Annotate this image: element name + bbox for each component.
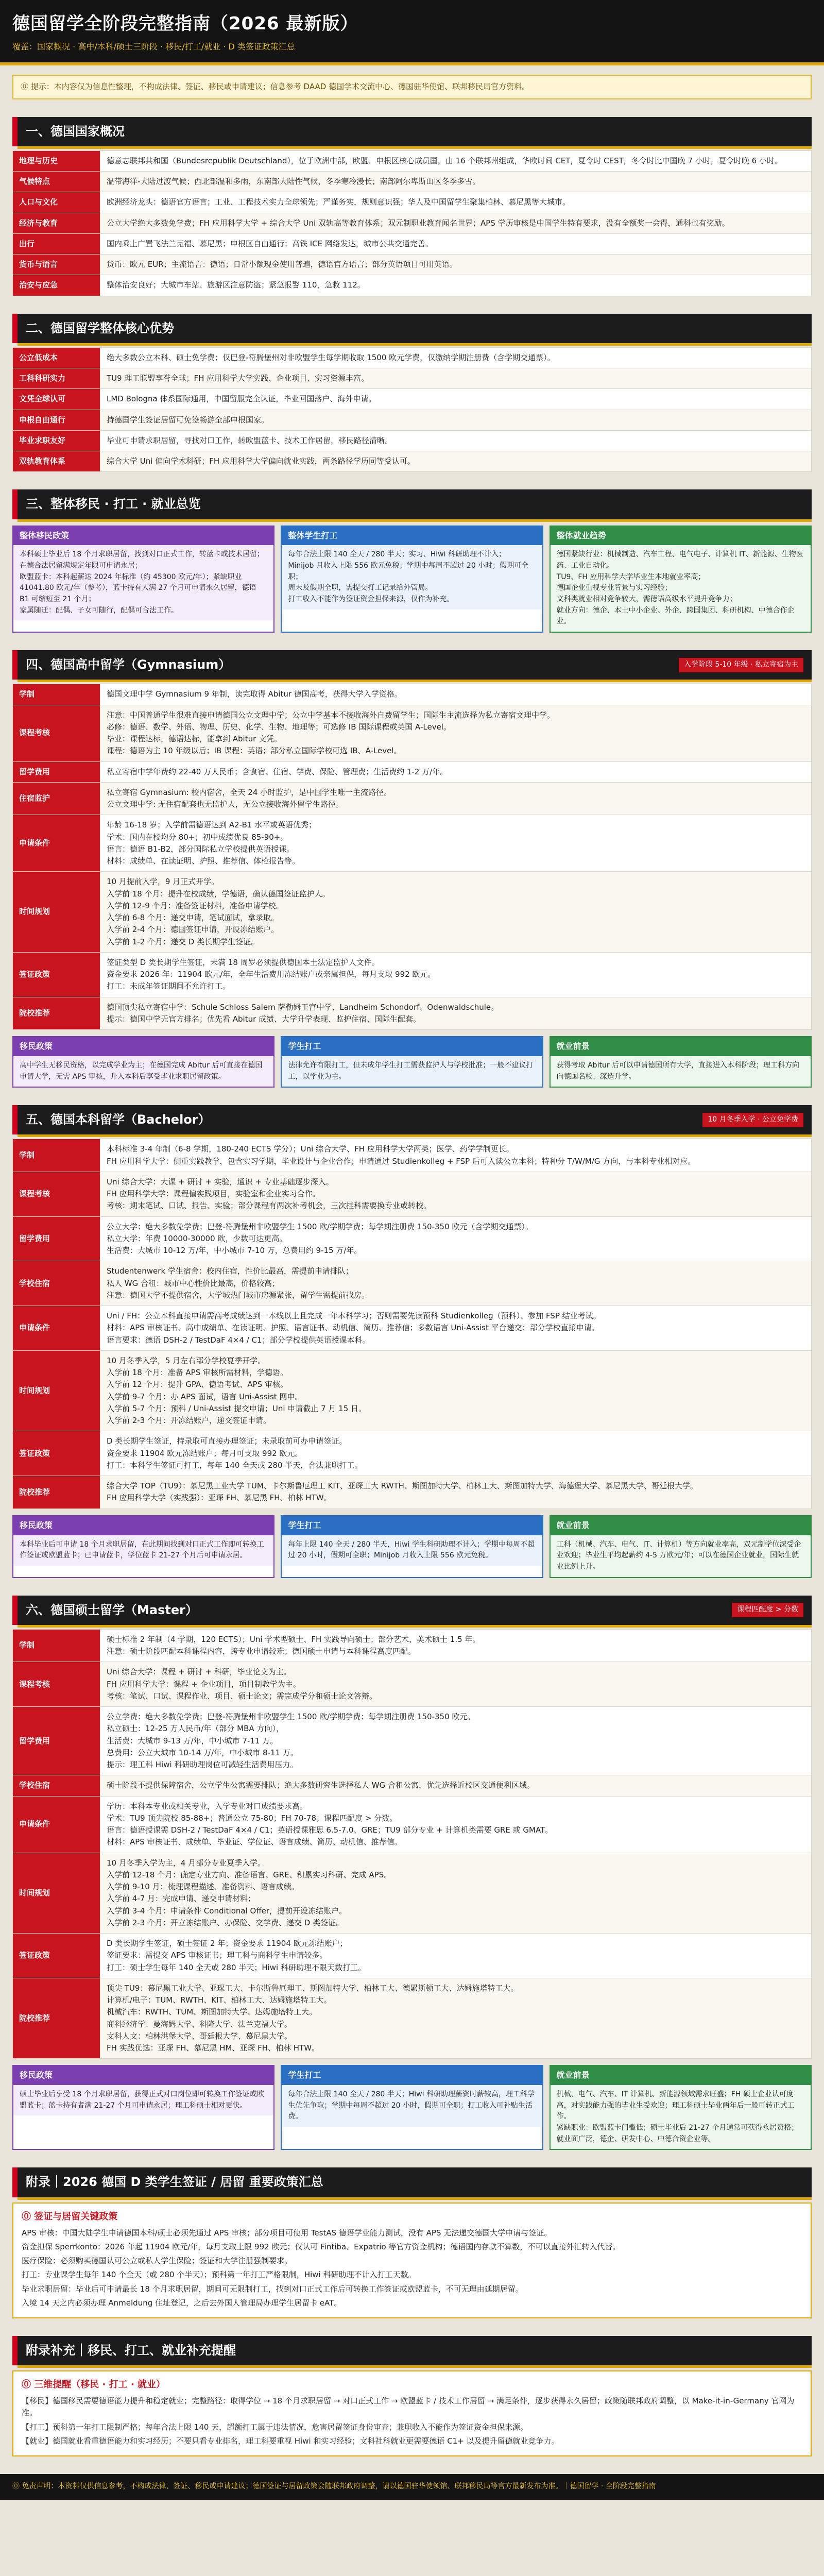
policy-line: APS 审核：中国大陆学生申请德国本科/硕士必须先通过 APS 审核；部分项目可使用 TestAS 德语学业能力测试，没有 APS 无法递交德国大学申请与签证。 <box>22 2228 552 2238</box>
table-row <box>13 815 812 872</box>
row-label: 课程考核 <box>13 705 100 761</box>
employment-card <box>550 2065 812 2150</box>
table-row <box>13 430 812 451</box>
table-row <box>13 347 812 368</box>
table-row <box>13 213 812 233</box>
row-value: Uni 综合大学：课程 + 研讨 + 科研，毕业论文为主。 FH 应用科学大学：课程 + 企业项目，项目制教学为主。 考核：笔试、口试、课程作业、项目、硕士论文；需完成学分和硕士论文答辩。 <box>100 1662 812 1707</box>
table-row <box>13 1172 812 1216</box>
policy-line: 打工：专业课学生每年 140 个全天（或 280 个半天）；预科第一年打工严格限制，Hiwi 科研助理不计入打工天数。 <box>22 2270 416 2280</box>
card-body: 每年合法上限 140 全天 / 280 半天；Hiwi 科研助理薪资时薪较高，理工科学生优先争取；学期中每周不超过 20 小时，假期可全职；打工收入可补贴生活费。 <box>282 2085 542 2127</box>
row-value: 温带海洋-大陆过渡气候；西北部温和多雨，东南部大陆性气候，冬季寒冷漫长；南部阿尔卑斯山区冬季多雪。 <box>100 172 812 192</box>
card-body: 本科毕业后可申请 18 个月求职居留，在此期间找到对口正式工作即可转换工作签证或欧盟蓝卡；已申请蓝卡，学位蓝卡 21-27 个月后可申请永居。 <box>13 1535 273 1566</box>
table-row <box>13 233 812 254</box>
table-row <box>13 255 812 275</box>
row-value: 注意：中国普通学生很难直接申请德国公立文理中学；公立中学基本不接收海外自费留学生；国际生主流选择为私立寄宿文理中学。 必修：德语、数学、外语、物理、历史、化学、生物、地理等；可选修 IB 国际课程或英国 A-Level。 毕业：课程达标，德语达标，能拿到 Abitur 文凭。 课程：德语为主 10 年级以后；IB 课程：英语；部分私立国际学校可选 IB、A-Level。 <box>100 705 812 761</box>
card-body: 法律允许有限打工，但未成年学生打工需获监护人与学校批准；一般不建议打工，以学业为主。 <box>282 1056 542 1087</box>
row-label: 出行 <box>13 233 100 254</box>
row-value: 10 月冬季入学为主，4 月部分专业夏季入学。 入学前 12-18 个月：确定专业方向、准备语言、GRE、积累实习科研、完成 APS。 入学前 9-10 月：梳理课程描述、准备资料、语言成绩。 入学前 4-7 月：完成申请、递交申请材料； 入学前 3-4 个月：申请条件 Conditional Offer，提前开设冻结账户。 入学前 2-3 个月：开立冻结账户、办保险、交学费、递交 D 类签证。 <box>100 1853 812 1934</box>
row-value: 私立寄宿中学年费约 22-40 万人民币；含食宿、住宿、学费、保险、管理费；生活费约 1-2 万/年。 <box>100 761 812 782</box>
row-value: Studentenwerk 学生宿舍：校内住宿，性价比最高，需提前申请排队； 私人 WG 合租：城市中心性价比最高，价格较高； 注意：德国大学不提供宿舍，大学城热门城市房源紧张，留学生需提前找房。 <box>100 1261 812 1306</box>
part-time-card <box>281 2065 543 2150</box>
section-title: 六、德国硕士留学（Master） <box>26 1602 198 1617</box>
table-row <box>13 1216 812 1261</box>
table-row <box>13 172 812 192</box>
row-value: 10 月提前入学，9 月正式开学。 入学前 18 个月：提升在校成绩，学德语，确认德国签证监护人。 入学前 12-9 个月：准备签证材料，准备申请学校。 入学前 6-8 个月：递交申请，笔试面试，拿录取。 入学前 2-4 个月：德国签证申请，开设冻结账户。 入学前 1-2 个月：递交 D 类长期学生签证。 <box>100 872 812 953</box>
policy-line: 医疗保险：必须购买德国认可公立或私人学生保险；签证和大学注册强制要求。 <box>22 2256 293 2266</box>
table-row <box>13 1796 812 1853</box>
table-row <box>13 275 812 296</box>
table-row <box>13 1476 812 1509</box>
row-value: 货币：欧元 EUR；主流语言：德语；日常小额现金使用普遍，德语官方语言；部分英语项目可用英语。 <box>100 255 812 275</box>
section-title: 三、整体移民 · 打工 · 就业总览 <box>26 497 201 512</box>
section-tag: 课程匹配度 > 分数 <box>732 1603 803 1617</box>
section-header <box>12 1105 812 1134</box>
row-value: 绝大多数公立本科、硕士免学费；仅巴登-符腾堡州对非欧盟学生每学期收取 1500 欧元学费，仅缴纳学期注册费（含学期交通票）。 <box>100 347 812 368</box>
row-label: 学校住宿 <box>13 1775 100 1796</box>
part-time-card <box>281 1036 543 1088</box>
row-value: Uni / FH：公立本科直接申请需高考成绩达到一本线以上且完成一年本科学习；否则需要先读预科 Studienkolleg（预科）、参加 FSP 结业考试。 材料：APS 审核证书、高中成绩单、在读证明、护照、语言证书、动机信、简历、推荐信；多数语言 Uni-Assist 平台递交；部分学校直接申请。 语言要求：德语 DSH-2 / TestDaF 4×4 / C1；部分学校提供英语授课本科。 <box>100 1306 812 1351</box>
row-value: 学历：本科本专业或相关专业，入学专业对口成绩要求高。 学术：TU9 顶尖院校 85-88+；普通公立 75-80；FH 70-78；课程匹配度 > 分数。 语言：德语授课需 DSH-2 / TestDaF 4×4 / C1；英语授课雅思 6.5-7.0、GRE；TU9 部分专业 + 计算机类需要 GRE 或 GMAT。 材料：APS 审核证书、成绩单、毕业证、学位证、语言成绩、简历、动机信、推荐信。 <box>100 1796 812 1853</box>
table-row <box>13 1629 812 1662</box>
row-value: 德意志联邦共和国（Bundesrepublik Deutschland），位于欧洲中部，欧盟、申根区核心成员国，由 16 个联邦州组成，华欧时间 CET，夏令时 CEST，冬令时比中国晚 7 小时，夏令时晚 6 小时。 <box>100 150 812 171</box>
table-row <box>13 1306 812 1351</box>
section-accent-bar <box>18 680 812 682</box>
row-label: 学校住宿 <box>13 1261 100 1306</box>
row-label: 申请条件 <box>13 1306 100 1351</box>
policy-line: 资金担保 Sperrkonto：2026 年起 11904 欧元/年，每月支取上限 992 欧元；仅认可 Fintiba、Expatrio 等官方资金机构；德语国内存款不算数，不可以直接外汇转入代替。 <box>22 2242 621 2251</box>
row-value: 私立寄宿 Gymnasium: 校内宿舍，全天 24 小时监护，是中国学生唯一主流路径。 公立文理中学: 无住宿配套也无监护人，无公立接收海外留学生路径。 <box>100 782 812 815</box>
row-value: 公立学费：绝大多数免学费；巴登-符腾堡州非欧盟学生 1500 欧/学期学费；每学期注册费 150-350 欧元。 私立硕士：12-25 万人民币/年（部分 MBA 方向）， 生活费：大城市 9-13 万/年，中小城市 7-11 万。 总费用：公立大城市 10-14 万/年，中小城市 8-11 万。 提示：理工科 Hiwi 科研助理岗位可减轻生活费用压力。 <box>100 1707 812 1775</box>
card-title: 整体学生打工 <box>282 527 542 546</box>
section-header <box>12 117 812 146</box>
card-body: 每年合法上限 140 全天 / 280 半天；实习、Hiwi 科研助理不计入； Minijob 月收入上限 556 欧元免税；学期中每周不超过 20 小时；假期可全职； 周末及假期全职，需提交打工记录给外管局。 打工收入不能作为签证资金担保来源，仅作为补充。 <box>282 545 542 609</box>
disclaimer-footer: ⓪ 免责声明：本资料仅供信息参考，不构成法律、签证、移民或申请建议；德国签证与居留政策会随联邦政府调整，请以德国驻华使领馆、联邦移民局等官方最新发布为准。｜德国留学 · 全阶段完整指南 <box>0 2474 824 2500</box>
card-body: 本科硕士毕业后 18 个月求职居留，找到对口正式工作，转蓝卡或技术居留；在德合法居留满规定年限可申请永居； 欧盟蓝卡：本科起薪达 2024 年标准（约 45300 欧元/年）；紧缺职业 41041.80 欧元/年（参考），蓝卡持有人满 27 个月可申请永久居留，德语 B1 可缩短至 21 个月； 家属随迁：配偶、子女可随行，配偶可合法工作。 <box>13 545 273 620</box>
row-value: 德国顶尖私立寄宿中学：Schule Schloss Salem 萨勒姆王宫中学、Landheim Schondorf、Odenwaldschule。 提示：德国中学无官方排名；优先看 Abitur 成绩、大学升学表现、监护住宿、国际生配套。 <box>100 997 812 1030</box>
card-body: 每年上限 140 全天 / 280 半天，Hiwi 学生科研助理不计入；学期中每周不超过 20 小时，假期可全职；Minijob 月收入上限 556 欧元免税。 <box>282 1535 542 1566</box>
row-value: 国内乘上广置飞法兰克福、慕尼黑；申根区自由通行；高铁 ICE 网络发达，城市公共交通完善。 <box>100 233 812 254</box>
card-body: 获得考取 Abitur 后可以申请德国所有大学，直接进入本科阶段；理工科方向向德国名校、深造升学。 <box>551 1056 811 1087</box>
policy-line: 【就业】德国就业看重德语能力和实习经历；不要只看专业排名，理工科要重视 Hiwi 和实习经验；文科社科就业更需要德语 C1+ 以及提升留德就业竞争力。 <box>22 2436 559 2446</box>
advantages-table <box>12 347 812 472</box>
table-row <box>13 1431 812 1476</box>
overview-table <box>12 150 812 296</box>
table-row <box>13 1350 812 1431</box>
table-row <box>13 451 812 472</box>
row-label: 申请条件 <box>13 1796 100 1853</box>
table-row <box>13 192 812 213</box>
high-school-table <box>12 684 812 1030</box>
table-row <box>13 1853 812 1934</box>
row-label: 申根自由通行 <box>13 410 100 430</box>
card-title: 整体移民政策 <box>13 527 273 546</box>
box-title: ⓪ 三维提醒（移民 · 打工 · 就业） <box>22 2379 166 2391</box>
card-title: 学生打工 <box>282 2066 542 2085</box>
row-value: Uni 综合大学：大课 + 研讨 + 实验，通识 + 专业基础逐步深入。 FH 应用科学大学：课程偏实践项目，实验室和企业实习合作。 考核：期末笔试、口试、报告、实验；部分课程有两次补考机会，三次挂科需要换专业或转校。 <box>100 1172 812 1216</box>
card-body: 工科（机械、汽车、电气、IT、计算机）等方向就业率高，双元制学位深受企业欢迎；毕业生平均起薪约 4-5 万欧元/年；可以在德国企业就业，国际生就业比例上升。 <box>551 1535 811 1577</box>
page-title: 德国留学全阶段完整指南（2026 最新版） <box>12 13 358 34</box>
row-label: 地理与历史 <box>13 150 100 171</box>
card-title: 移民政策 <box>13 2066 273 2085</box>
visa-policy-lines <box>22 2227 802 2310</box>
card-title: 就业前景 <box>551 2066 811 2085</box>
card-title: 学生打工 <box>282 1037 542 1056</box>
reminder-lines <box>22 2395 802 2447</box>
table-row <box>13 997 812 1030</box>
master-table <box>12 1629 812 2059</box>
bachelor-table <box>12 1139 812 1509</box>
section-master <box>12 1596 812 2150</box>
table-row <box>13 1707 812 1775</box>
row-label: 工科科研实力 <box>13 368 100 389</box>
employment-card <box>550 1036 812 1088</box>
policy-line: 【打工】预科第一年打工限制严格；每年合法上限 140 天，超额打工属于违法情况，危害居留签证身份审查；兼职收入不能作为签证资金担保来源。 <box>22 2422 528 2432</box>
migration-card <box>12 1036 274 1088</box>
page-subtitle: 覆盖：国家概况 · 高中/本科/硕士三阶段 · 移民/打工/就业 · D 类签证政策汇总 <box>12 41 295 52</box>
migration-card <box>12 526 274 633</box>
policy-line: 入境 14 天之内必须办理 Anmeldung 住址登记，之后去外国人管理局办理学生居留卡 eAT。 <box>22 2298 342 2308</box>
section-header <box>12 314 812 343</box>
section-accent-bar <box>18 1134 812 1137</box>
table-row <box>13 1934 812 1978</box>
row-label: 时间规划 <box>13 1853 100 1934</box>
employment-card <box>550 526 812 633</box>
section-tag: 入学阶段 5-10 年级 · 私立寄宿为主 <box>679 658 803 672</box>
card-title: 就业前景 <box>551 1037 811 1056</box>
card-title: 整体就业趋势 <box>551 527 811 546</box>
visa-policy-box <box>12 2202 812 2318</box>
table-row <box>13 410 812 430</box>
part-time-card <box>281 1515 543 1578</box>
row-value: 公立大学：绝大多数免学费；巴登-符腾堡州非欧盟学生 1500 欧/学期学费；每学期注册费 150-350 欧元（含学期交通票）。 私立大学：年费 10000-30000 欧，少数可达更高。 生活费：大城市 10-12 万/年，中小城市 7-10 万，总费用约 9-15 万/年。 <box>100 1216 812 1261</box>
migration-card <box>12 1515 274 1578</box>
table-row <box>13 1139 812 1172</box>
card-title: 移民政策 <box>13 1516 273 1535</box>
section-header <box>12 2167 812 2197</box>
migration-card <box>12 2065 274 2150</box>
card-body: 高中学生无移民资格，以完成学业为主；在德国完成 Abitur 后可直接在德国申请大学，无需 APS 审核，升入本科后享受毕业求职居留政策。 <box>13 1056 273 1087</box>
card-body: 德国紧缺行业：机械制造、汽车工程、电气电子、计算机 IT、新能源、生物医药、工业自动化。 TU9、FH 应用科学大学毕业生本地就业率高； 德国企业重视专业背景与实习经验； 文科类就业相对竞争较大，需德语高级水平提升竞争力； 就业方向：德企、本土中小企业、外企、跨国集团、科研机构、中德合作企业。 <box>551 545 811 632</box>
section-title: 附录补充｜移民、打工、就业补充提醒 <box>26 2343 236 2358</box>
card-body: 硕士毕业后享受 18 个月求职居留，获得正式对口岗位即可转换工作签证或欧盟蓝卡；蓝卡持有者满 21-27 个月可申请永居；理工科硕士相对更快。 <box>13 2085 273 2115</box>
section-advantages <box>12 314 812 472</box>
row-value: 10 月冬季入学，5 月左右部分学校夏季开学。 入学前 18 个月：准备 APS 审核所需材料，学德语。 入学前 12 个月：提升 GPA、德语考试、APS 审核。 入学前 9-7 个月：办 APS 面试，语言 Uni-Assist 网申。 入学前 5-7 个月：预科 / Uni-Assist 提交申请；Uni 申请截止 7 月 15 日。 入学前 2-3 个月：开冻结账户，递交签证申请。 <box>100 1350 812 1431</box>
row-label: 签证政策 <box>13 952 100 997</box>
row-value: 欧洲经济龙头：德语官方语言；工业、工程技术实力全球领先；严谨务实，规则意识强；华人及中国留学生聚集柏林、慕尼黑等大城市。 <box>100 192 812 213</box>
policy-line: 毕业求职居留：毕业后可申请最长 18 个月求职居留，期间可无限制打工，找到对口正式工作后可转换工作签证或欧盟蓝卡，不可无理由延期居留。 <box>22 2284 523 2294</box>
table-row <box>13 952 812 997</box>
section-title: 一、德国国家概况 <box>26 124 125 139</box>
row-label: 申请条件 <box>13 815 100 872</box>
row-value: 硕士阶段不提供保障宿舍，公立学生公寓需要排队；绝大多数研究生选择私人 WG 合租公寓，优先选择近校区交通便利区域。 <box>100 1775 812 1796</box>
section-title: 四、德国高中留学（Gymnasium） <box>26 657 231 672</box>
section-title: 五、德国本科留学（Bachelor） <box>26 1112 211 1127</box>
row-label: 院校推荐 <box>13 1978 100 2059</box>
section-header <box>12 1596 812 1625</box>
row-label: 签证政策 <box>13 1934 100 1978</box>
row-label: 气候特点 <box>13 172 100 192</box>
table-row <box>13 872 812 953</box>
row-label: 文凭全球认可 <box>13 389 100 410</box>
section-accent-bar <box>18 1625 812 1628</box>
row-label: 留学费用 <box>13 761 100 782</box>
section-accent-bar <box>18 2197 812 2200</box>
row-value: 公立大学绝大多数免学费；FH 应用科学大学 + 综合大学 Uni 双轨高等教育体系；双元制职业教育闻名世界；APS 学历审核是中国学生特有要求，没有全额奖一会得，通科也有奖励。 <box>100 213 812 233</box>
row-label: 学制 <box>13 1139 100 1172</box>
card-title: 移民政策 <box>13 1037 273 1056</box>
section-title: 附录｜2026 德国 D 类学生签证 / 居留 重要政策汇总 <box>26 2175 323 2190</box>
table-row <box>13 368 812 389</box>
row-label: 经济与教育 <box>13 213 100 233</box>
section-country-overview <box>12 117 812 296</box>
row-value: 综合大学 TOP（TU9）：慕尼黑工业大学 TUM、卡尔斯鲁厄理工 KIT、亚琛工大 RWTH、斯图加特大学、柏林工大、斯图加特大学、海德堡大学、慕尼黑大学、哥廷根大学。 FH 应用科学大学（实践强）：亚琛 FH、慕尼黑 FH、柏林 HTW。 <box>100 1476 812 1509</box>
table-row <box>13 705 812 761</box>
section-accent-bar <box>18 519 812 522</box>
row-value: 年龄 16-18 岁；入学前需德语达到 A2-B1 水平或英语优秀； 学术：国内在校均分 80+；初中成绩优良 85-90+。 语言：德语 B1-B2，部分国际私立学校提供英语授课。 材料：成绩单、在读证明、护照、推荐信、体检报告等。 <box>100 815 812 872</box>
row-label: 留学费用 <box>13 1216 100 1261</box>
table-row <box>13 684 812 705</box>
table-row <box>13 1775 812 1796</box>
row-label: 公立低成本 <box>13 347 100 368</box>
row-value: 整体治安良好；大城市车站、旅游区注意防盗；紧急报警 110，急救 112。 <box>100 275 812 296</box>
section-accent-bar <box>18 2365 812 2368</box>
box-title: ⓪ 签证与居留关键政策 <box>22 2211 118 2222</box>
part-time-card <box>281 526 543 633</box>
row-value: D 类长期学生签证，持录取可直接办理签证；未录取前可办申请签证。 资金要求 11904 欧元冻结账户；每月可支取 992 欧元。 打工：本科学生签证可打工，每年 140 全天或 280 半天，合法兼职打工。 <box>100 1431 812 1476</box>
row-value: 硕士标准 2 年制（4 学期，120 ECTS）；Uni 学术型硕士、FH 实践导向硕士；部分艺术、美术硕士 1.5 年。 注意：硕士阶段匹配本科课程内容，跨专业申请较难；德国硕士申请与本科课程高度匹配。 <box>100 1629 812 1662</box>
row-label: 院校推荐 <box>13 997 100 1030</box>
reminder-box <box>12 2370 812 2456</box>
table-row <box>13 782 812 815</box>
row-label: 住宿监护 <box>13 782 100 815</box>
info-notice: ⓪ 提示：本内容仅为信息性整理，不构成法律、签证、移民或申请建议；信息参考 DAAD 德国学术交流中心、德国驻华使馆、联邦移民局官方资料。 <box>12 75 812 99</box>
employment-card <box>550 1515 812 1578</box>
row-value: 签证类型 D 类长期学生签证，未满 18 周岁必须提供德国本土法定监护人文件。 资金要求 2026 年：11904 欧元/年，全年生活费用冻结账户或亲属担保，每月支取 992 欧元。 打工：未成年签证期间不允许打工。 <box>100 952 812 997</box>
section-tag: 10 月冬季入学 · 公立免学费 <box>702 1113 803 1127</box>
section-header <box>12 650 812 680</box>
row-label: 双轨教育体系 <box>13 451 100 472</box>
section-accent-bar <box>18 343 812 346</box>
table-row <box>13 761 812 782</box>
row-label: 毕业求职友好 <box>13 430 100 451</box>
section-header <box>12 489 812 519</box>
row-label: 留学费用 <box>13 1707 100 1775</box>
table-row <box>13 150 812 171</box>
bachelor-cards <box>12 1515 812 1578</box>
section-high-school <box>12 650 812 1088</box>
row-value: TU9 理工联盟享誉全球；FH 应用科学大学实践、企业项目、实习资源丰富。 <box>100 368 812 389</box>
section-reminder-appendix <box>12 2336 812 2456</box>
section-migration-overview <box>12 489 812 633</box>
table-row <box>13 389 812 410</box>
row-value: 持德国学生签证居留可免签畅游全部申根国家。 <box>100 410 812 430</box>
table-row <box>13 1662 812 1707</box>
row-label: 治安与应急 <box>13 275 100 296</box>
row-value: 德国文理中学 Gymnasium 9 年制，读完取得 Abitur 德国高考，获得大学入学资格。 <box>100 684 812 705</box>
section-bachelor <box>12 1105 812 1578</box>
row-value: D 类长期学生签证，硕士签证 2 年；资金要求 11904 欧元冻结账户； 签证要求：需提交 APS 审核证书；理工科与商科学生申请较多。 打工：硕士学生每年 140 全天或 280 半天；Hiwi 科研助理不限天数打工。 <box>100 1934 812 1978</box>
row-label: 课程考核 <box>13 1172 100 1216</box>
row-value: LMD Bologna 体系国际通用，中国留服完全认证，毕业回国落户、海外申请。 <box>100 389 812 410</box>
row-value: 本科标准 3-4 年制（6-8 学期，180-240 ECTS 学分）；Uni 综合大学、FH 应用科学大学两类；医学、药学学制更长。 FH 应用科学大学：侧重实践教学，包含实习学期，毕业设计与企业合作；申请通过 Studienkolleg + FSP 后可入读公立本科；特种分 T/W/M/G 方向，与本科专业相对应。 <box>100 1139 812 1172</box>
table-row <box>13 1261 812 1306</box>
row-label: 人口与文化 <box>13 192 100 213</box>
row-label: 时间规划 <box>13 1350 100 1431</box>
row-label: 学制 <box>13 684 100 705</box>
section-visa-appendix <box>12 2167 812 2318</box>
section-accent-bar <box>18 146 812 149</box>
section-header <box>12 2336 812 2365</box>
policy-line: 【移民】德国移民需要德语能力提升和稳定就业；完整路径：取得学位 → 18 个月求职居留 → 对口正式工作 → 欧盟蓝卡 / 技术工作居留 → 满足条件，逐步获得永久居留；政策随联邦政府调整，以 Make-it-in-Germany 官网为准。 <box>22 2396 795 2418</box>
row-value: 毕业可申请求职居留，寻找对口工作，转欧盟蓝卡、技术工作居留，移民路径清晰。 <box>100 430 812 451</box>
master-cards <box>12 2065 812 2150</box>
card-body: 机械、电气、汽车、IT 计算机、新能源领域需求旺盛；FH 硕士企业认可度高，对实践能力强的毕业生受欢迎；理工科硕士毕业两年后一般可转正式工作。 紧缺职业：欧盟蓝卡门槛低；硕士毕业后 21-27 个月通常可获得永居资格；就业面广泛，德企、研发中心、中德合资企业等。 <box>551 2085 811 2149</box>
hero-header <box>0 0 824 65</box>
row-value: 顶尖 TU9：慕尼黑工业大学、亚琛工大、卡尔斯鲁厄理工、斯图加特大学、柏林工大、德累斯顿工大、达姆施塔特工大。 计算机/电子：TUM、RWTH、KIT、柏林工大、达姆施塔特工大。 机械汽车：RWTH、TUM、斯图加特大学、达姆施塔特工大。 商科经济学：曼海姆大学、科隆大学、法兰克福大学。 文科人文：柏林洪堡大学、哥廷根大学、慕尼黑大学。 FH 实践优选：亚琛 FH、慕尼黑 HM、亚琛 FH、柏林 HTW。 <box>100 1978 812 2059</box>
card-title: 学生打工 <box>282 1516 542 1535</box>
section-title: 二、德国留学整体核心优势 <box>26 320 174 335</box>
overview-cards <box>12 526 812 633</box>
table-row <box>13 1978 812 2059</box>
row-label: 货币与语言 <box>13 255 100 275</box>
row-value: 综合大学 Uni 偏向学术科研；FH 应用科学大学偏向就业实践，两条路径学历同等受认可。 <box>100 451 812 472</box>
high-school-cards <box>12 1036 812 1088</box>
row-label: 院校推荐 <box>13 1476 100 1509</box>
row-label: 学制 <box>13 1629 100 1662</box>
row-label: 签证政策 <box>13 1431 100 1476</box>
row-label: 课程考核 <box>13 1662 100 1707</box>
row-label: 时间规划 <box>13 872 100 953</box>
card-title: 就业前景 <box>551 1516 811 1535</box>
